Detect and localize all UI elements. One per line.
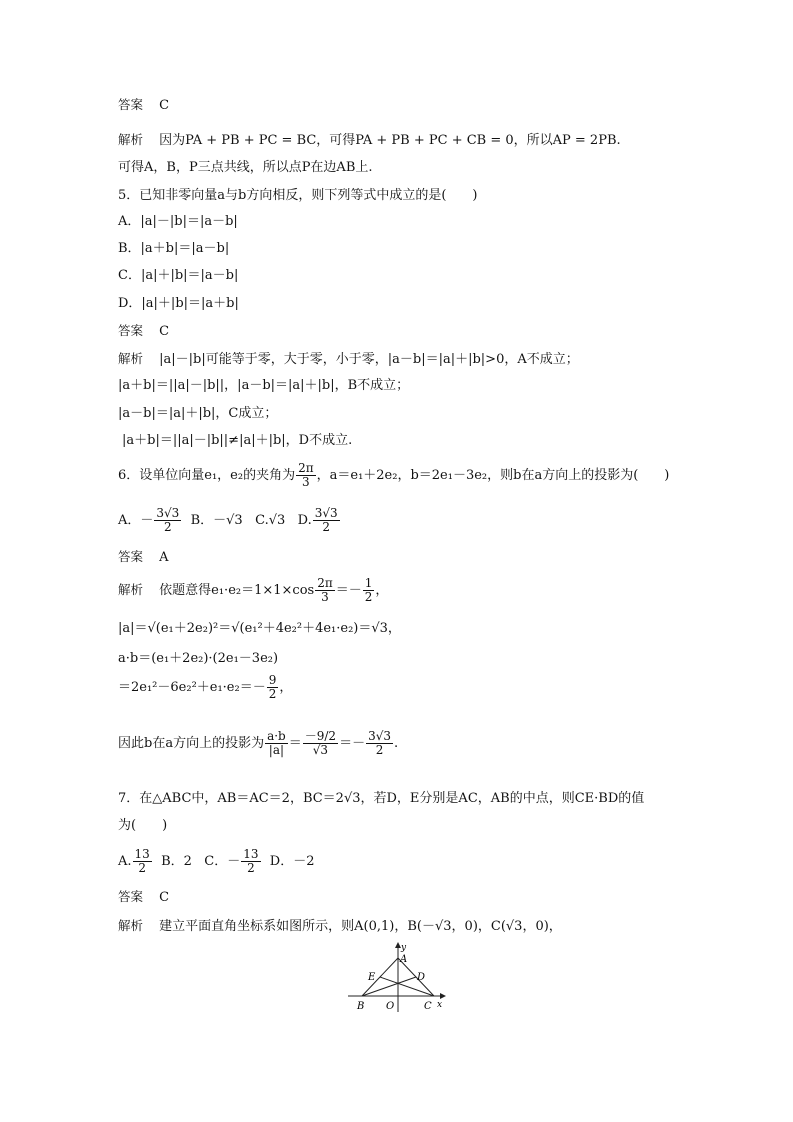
fraction-numerator: 1 bbox=[364, 576, 373, 590]
analysis-label: 解析 bbox=[118, 582, 144, 597]
q5-option-c: C．|a|＋|b|＝|a－b| bbox=[118, 268, 239, 283]
q6-stem bbox=[118, 462, 669, 489]
label-c: C bbox=[424, 1001, 432, 1012]
q6-analysis-line1 bbox=[118, 577, 388, 604]
projection-fraction bbox=[265, 730, 288, 757]
q6-option-a-prefix: A．－ bbox=[118, 513, 154, 528]
fraction-denominator: 3 bbox=[302, 475, 310, 489]
analysis-text: ， bbox=[279, 680, 293, 695]
fraction-denominator: 2 bbox=[164, 520, 172, 534]
label-y: y bbox=[401, 943, 407, 953]
q5-option-d: D．|a|＋|b|＝|a＋b| bbox=[118, 296, 239, 311]
q7-analysis-line1 bbox=[118, 917, 562, 936]
fraction-denominator: |a| bbox=[268, 743, 285, 757]
fraction-numerator: 2π bbox=[317, 576, 333, 590]
label-b: B bbox=[357, 1001, 365, 1012]
label-o: O bbox=[386, 1001, 395, 1012]
q6-stem-part2: ，a＝e₁＋2e₂，b＝2e₁－3e₂，则b在a方向上的投影为( ) bbox=[316, 468, 670, 483]
fraction-numerator: 13 bbox=[134, 847, 150, 861]
q5-option-b: B．|a＋b|＝|a－b| bbox=[118, 241, 230, 256]
q6-options bbox=[118, 507, 341, 534]
analysis-text: |a|－|b|可能等于零，大于零，小于零，|a－b|＝|a|＋|b|>0，A不成立； bbox=[159, 352, 579, 367]
analysis-text: 因为PA + PB + PC = BC，可得PA + PB + PC + CB = 0，所以AP = 2PB. bbox=[159, 133, 621, 148]
analysis-text: ＝－ bbox=[339, 736, 366, 751]
fraction-denominator: 2 bbox=[268, 687, 277, 701]
q5-analysis-line2: |a＋b|＝||a|－|b||，|a－b|＝|a|＋|b|，B不成立； bbox=[118, 378, 410, 393]
q7-stem-line1: 7．在△ABC中，AB＝AC＝2，BC＝2√3，若D，E分别是AC，AB的中点，则CE·BD的值 bbox=[118, 791, 645, 806]
result-fraction bbox=[267, 674, 279, 701]
q6-options-bc: B．－√3 C.√3 D. bbox=[182, 513, 312, 528]
analysis-label: 解析 bbox=[118, 351, 144, 366]
answer-value: C bbox=[159, 324, 170, 339]
analysis-label: 解析 bbox=[118, 918, 144, 933]
fraction-denominator: 2 bbox=[375, 743, 384, 757]
analysis-text: 因此b在a方向上的投影为 bbox=[118, 736, 265, 751]
q4-answer bbox=[118, 96, 169, 115]
analysis-text: ＝－ bbox=[335, 583, 362, 598]
q5-answer bbox=[118, 322, 169, 341]
q7-answer bbox=[118, 888, 169, 907]
q5-stem: 5．已知非零向量a与b方向相反，则下列等式中成立的是( ) bbox=[118, 188, 478, 203]
cos-fraction bbox=[315, 577, 335, 604]
q6-analysis-line4 bbox=[118, 674, 292, 701]
result-fraction bbox=[366, 730, 393, 757]
analysis-label: 解析 bbox=[118, 132, 144, 147]
fraction-numerator: 13 bbox=[243, 847, 259, 861]
q6-option-a-fraction bbox=[154, 507, 181, 534]
fraction-denominator: 2 bbox=[138, 861, 146, 875]
answer-label: 答案 bbox=[118, 323, 144, 338]
answer-label: 答案 bbox=[118, 889, 144, 904]
q4-analysis-line2: 可得A，B，P三点共线，所以点P在边AB上. bbox=[118, 160, 373, 175]
fraction-denominator: 2 bbox=[364, 590, 373, 604]
answer-value: C bbox=[159, 98, 170, 113]
analysis-text: . bbox=[394, 736, 399, 751]
coordinate-figure bbox=[340, 940, 455, 1015]
fraction-numerator: 9 bbox=[268, 673, 277, 687]
analysis-text: 依题意得e₁·e₂＝1×1×cos bbox=[159, 583, 315, 598]
result-fraction bbox=[363, 577, 375, 604]
answer-label: 答案 bbox=[118, 97, 144, 112]
q6-stem-fraction bbox=[296, 462, 316, 489]
q6-stem-part1: 6．设单位向量e₁，e₂的夹角为 bbox=[118, 468, 296, 483]
q5-analysis-line1 bbox=[118, 350, 579, 369]
label-a: A bbox=[400, 954, 408, 965]
q5-option-a: A．|a|－|b|＝|a－b| bbox=[118, 214, 238, 229]
q5-analysis-line4: |a＋b|＝||a|－|b||≠|a|＋|b|，D不成立. bbox=[122, 433, 353, 448]
fraction-numerator: 3√3 bbox=[368, 729, 392, 743]
q4-analysis-line1 bbox=[118, 131, 621, 150]
fraction-numerator: 2π bbox=[298, 461, 314, 475]
analysis-text: 建立平面直角坐标系如图所示，则A(0,1)，B(－√3，0)，C(√3，0)， bbox=[159, 919, 562, 934]
q6-analysis-line2: |a|＝√(e₁＋2e₂)²＝√(e₁²＋4e₂²＋4e₁·e₂)＝√3， bbox=[118, 621, 401, 636]
q6-analysis-line3: a·b＝(e₁＋2e₂)·(2e₁－3e₂) bbox=[118, 651, 279, 666]
q7-option-a-fraction bbox=[133, 848, 152, 875]
label-d: D bbox=[417, 972, 426, 983]
x-axis-arrow bbox=[440, 993, 446, 999]
fraction-denominator: 2 bbox=[247, 861, 255, 875]
answer-value: A bbox=[159, 550, 169, 565]
fraction-denominator: 3 bbox=[321, 590, 329, 604]
q7-option-a: A. bbox=[118, 854, 132, 869]
q7-option-d: D．－2 bbox=[261, 854, 315, 869]
fraction-denominator: √3 bbox=[312, 743, 329, 757]
analysis-text: ＝2e₁²－6e₂²＋e₁·e₂＝－ bbox=[118, 680, 266, 695]
label-e: E bbox=[368, 972, 376, 983]
q7-options bbox=[118, 848, 315, 875]
q6-analysis-line5 bbox=[118, 730, 398, 757]
analysis-text: ， bbox=[375, 583, 389, 598]
fraction-numerator: 3√3 bbox=[314, 506, 338, 520]
q7-option-c-fraction bbox=[241, 848, 260, 875]
q7-stem-line2: 为( ) bbox=[118, 818, 168, 833]
analysis-text: ＝ bbox=[288, 736, 302, 751]
fraction-numerator: －9/2 bbox=[304, 729, 337, 743]
fraction-numerator: 3√3 bbox=[156, 506, 180, 520]
compound-fraction bbox=[303, 730, 338, 757]
q7-option-bc: B．2 C．－ bbox=[152, 854, 241, 869]
q6-option-d-fraction bbox=[313, 507, 340, 534]
fraction-denominator: 2 bbox=[322, 520, 331, 534]
answer-value: C bbox=[159, 890, 170, 905]
label-x: x bbox=[437, 1000, 443, 1010]
fraction-numerator: a·b bbox=[267, 729, 286, 743]
answer-label: 答案 bbox=[118, 549, 144, 564]
q5-analysis-line3: |a－b|＝|a|＋|b|，C成立； bbox=[118, 406, 278, 421]
q6-answer bbox=[118, 548, 169, 567]
